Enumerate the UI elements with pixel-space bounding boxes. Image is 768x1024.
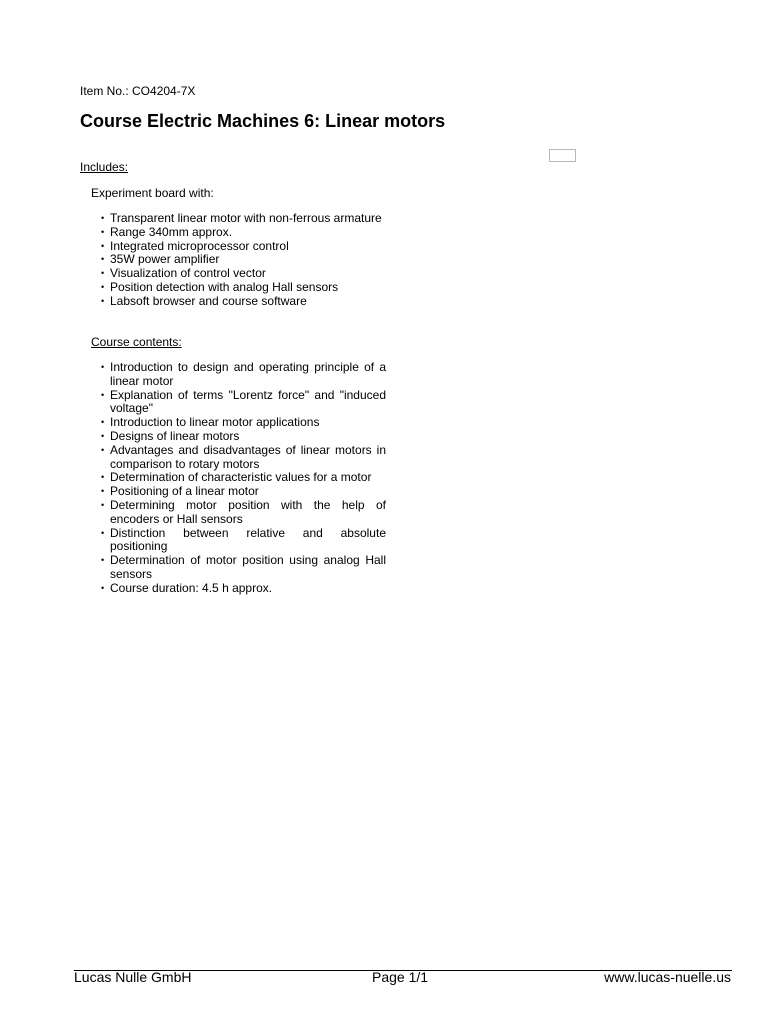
list-item: • Introduction to design and operating principle of a linear motor [110, 361, 386, 389]
list-item: • Position detection with analog Hall sensors [110, 281, 386, 295]
footer-company: Lucas Nulle GmbH [74, 969, 192, 985]
list-item: • Designs of linear motors [110, 430, 386, 444]
course-contents-label: Course contents: [91, 335, 182, 349]
list-item: • Visualization of control vector [110, 267, 386, 281]
footer-website-link[interactable]: www.lucas-nuelle.us [604, 969, 731, 985]
course-contents-list [110, 361, 386, 596]
includes-label: Includes: [80, 160, 129, 174]
features-list [110, 212, 386, 309]
list-item: • Labsoft browser and course software [110, 295, 386, 309]
list-item: • Distinction between relative and absolute positioning [110, 527, 386, 555]
list-item: • Range 340mm approx. [110, 226, 386, 240]
list-item: • Positioning of a linear motor [110, 485, 386, 499]
list-item: • Introduction to linear motor applications [110, 416, 386, 430]
image-placeholder [549, 149, 576, 162]
list-item: • Determination of motor position using analog Hall sensors [110, 554, 386, 582]
list-item: • Transparent linear motor with non-ferrous armature [110, 212, 386, 226]
list-item: • Integrated microprocessor control [110, 240, 386, 254]
list-item: • Determining motor position with the help of encoders or Hall sensors [110, 499, 386, 527]
list-item: • Determination of characteristic values for a motor [110, 471, 386, 485]
list-item: • Explanation of terms "Lorentz force" and "induced voltage" [110, 389, 386, 417]
list-item: • Course duration: 4.5 h approx. [110, 582, 386, 596]
list-item: • Advantages and disadvantages of linear motors in comparison to rotary motors [110, 444, 386, 472]
page-title: Course Electric Machines 6: Linear motors [80, 111, 446, 131]
footer-page-number: Page 1/1 [372, 969, 429, 985]
experiment-board-heading: Experiment board with: [91, 186, 214, 200]
item-number: Item No.: CO4204-7X [80, 84, 196, 98]
list-item: • 35W power amplifier [110, 253, 386, 267]
